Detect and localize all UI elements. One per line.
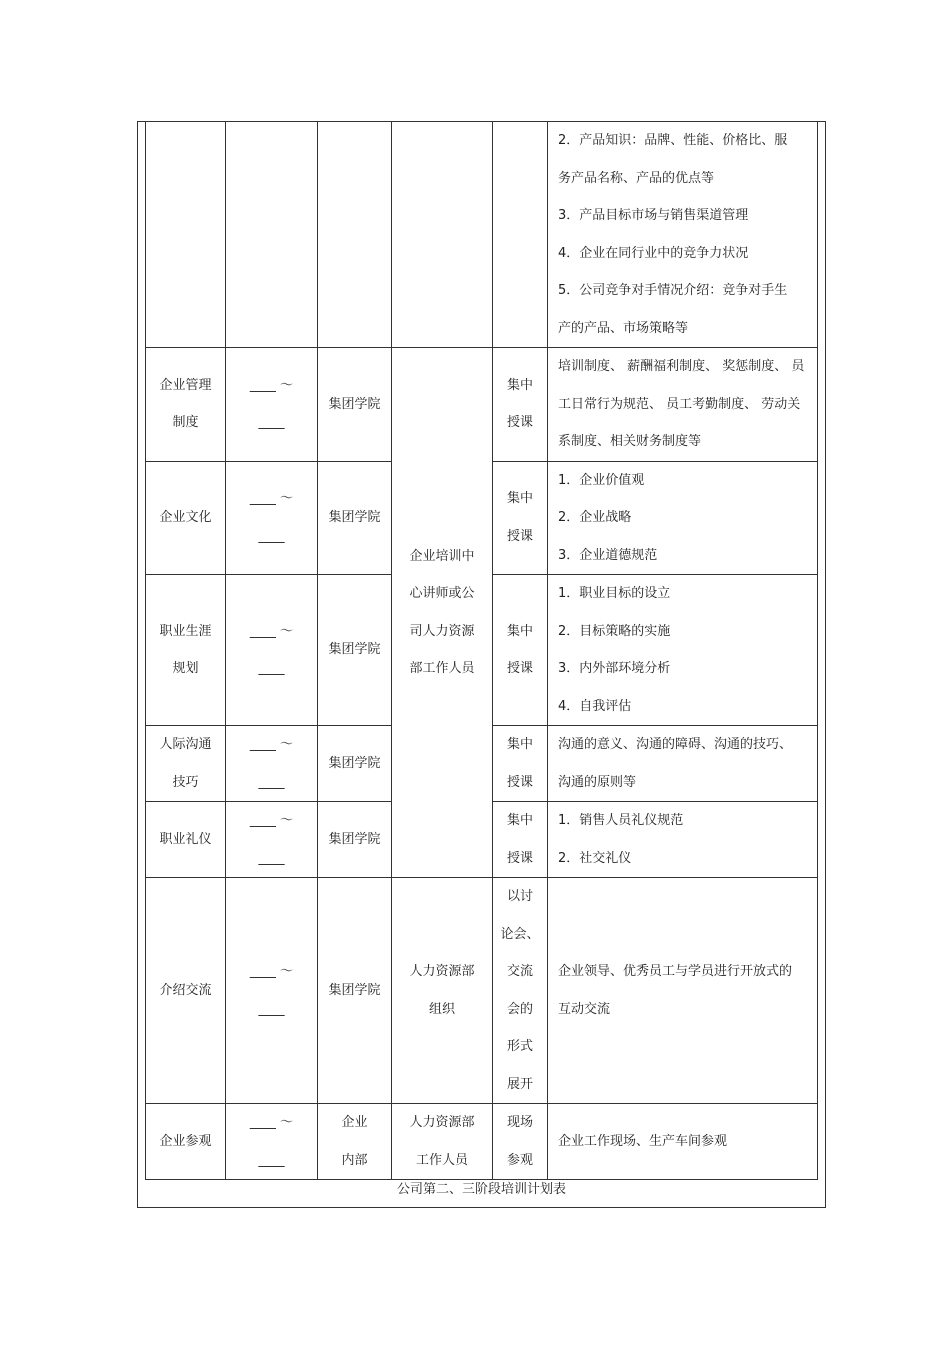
time-cell: ____ ～ ____: [226, 348, 318, 462]
table-row: [146, 1104, 818, 1180]
method-cell: 集中 授课: [493, 726, 548, 802]
method-cell: 集中 授课: [493, 575, 548, 726]
trainer-cell: 人力资源部 组织: [392, 878, 493, 1104]
course-name-cell: 介绍交流: [146, 878, 226, 1104]
time-cell: ____ ～ ____: [226, 575, 318, 726]
course-name-cell: 职业礼仪: [146, 802, 226, 878]
training-plan-table: [145, 121, 818, 1180]
course-name-cell: 职业生涯 规划: [146, 575, 226, 726]
table-row: [146, 348, 818, 462]
content-cell: 沟通的意义、沟通的障碍、沟通的技巧、 沟通的原则等: [548, 726, 818, 802]
time-cell: ____ ～ ____: [226, 878, 318, 1104]
method-cell: 集中 授课: [493, 802, 548, 878]
course-name-cell: 企业管理 制度: [146, 348, 226, 462]
content-cell: 企业领导、优秀员工与学员进行开放式的 互动交流: [548, 878, 818, 1104]
table-row: [146, 122, 818, 348]
content-cell: 1．职业目标的设立 2．目标策略的实施 3．内外部环境分析 4．自我评估: [548, 575, 818, 726]
table-caption: 公司第二、三阶段培训计划表: [396, 1182, 566, 1197]
time-cell: ____ ～ ____: [226, 726, 318, 802]
trainer-cell: 企业培训中 心讲师或公 司人力资源 部工作人员: [392, 348, 493, 878]
method-cell: 集中 授课: [493, 461, 548, 575]
location-cell: 集团学院: [318, 461, 392, 575]
method-cell: 集中 授课: [493, 348, 548, 462]
location-cell: 集团学院: [318, 575, 392, 726]
content-cell: 企业工作现场、生产车间参观: [548, 1104, 818, 1180]
location-cell: 集团学院: [318, 348, 392, 462]
time-cell: ____ ～ ____: [226, 461, 318, 575]
course-name-cell: 企业参观: [146, 1104, 226, 1180]
time-cell: [226, 122, 318, 348]
location-cell: 集团学院: [318, 878, 392, 1104]
method-cell: 现场 参观: [493, 1104, 548, 1180]
method-cell: 以讨 论会、 交流 会的 形式 展开: [493, 878, 548, 1104]
course-name-cell: [146, 122, 226, 348]
content-cell: 2．产品知识：品牌、性能、价格比、服 务产品名称、产品的优点等 3．产品目标市场与销售渠道管理 4．企业在同行业中的竞争力状况 5．公司竞争对手情况介绍：竞争对手生 产的产品、市场策略等: [548, 122, 818, 348]
course-name-cell: 人际沟通 技巧: [146, 726, 226, 802]
time-cell: ____ ～ ____: [226, 802, 318, 878]
content-cell: 1．销售人员礼仪规范 2．社交礼仪: [548, 802, 818, 878]
method-cell: [493, 122, 548, 348]
content-cell: 培训制度、 薪酬福利制度、 奖惩制度、 员 工日常行为规范、 员工考勤制度、 劳动关 系制度、相关财务制度等: [548, 348, 818, 462]
table-row: [146, 878, 818, 1104]
content-cell: 1．企业价值观 2．企业战略 3．企业道德规范: [548, 461, 818, 575]
location-cell: [318, 122, 392, 348]
course-name-cell: 企业文化: [146, 461, 226, 575]
location-cell: 企业 内部: [318, 1104, 392, 1180]
trainer-cell: 人力资源部 工作人员: [392, 1104, 493, 1180]
location-cell: 集团学院: [318, 726, 392, 802]
time-cell: ____ ～ ____: [226, 1104, 318, 1180]
location-cell: 集团学院: [318, 802, 392, 878]
trainer-cell: [392, 122, 493, 348]
